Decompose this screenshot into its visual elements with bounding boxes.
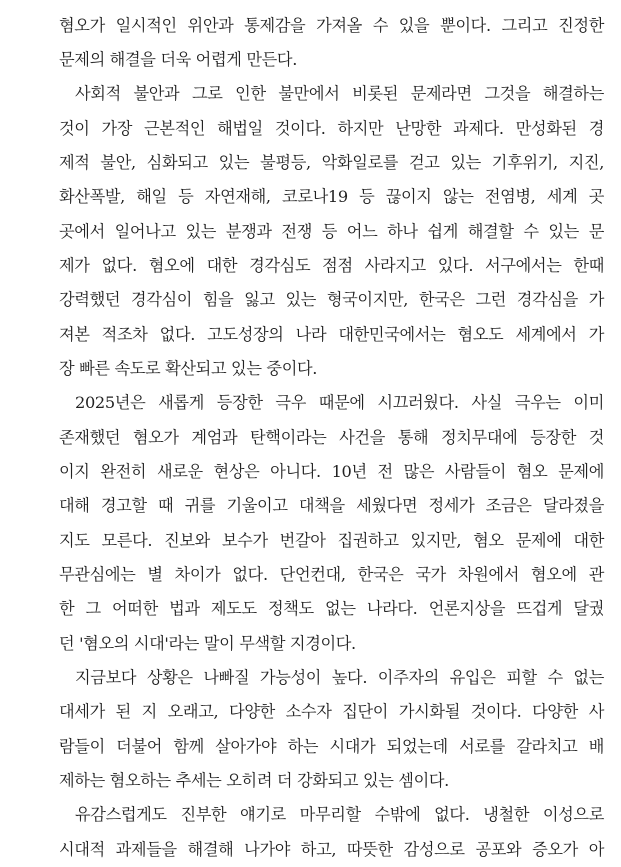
text-line: 사회적 불안과 그로 인한 불만에서 비롯된 문제라면 그것을 해결하는 [75, 84, 604, 103]
text-line: 유감스럽게도 진부한 얘기로 마무리할 수밖에 없다. 냉철한 이성으로 [75, 805, 604, 824]
text-line: 제가 없다. 혐오에 대한 경각심도 점점 사라지고 있다. 서구에서는 한때 [59, 256, 604, 275]
text-line: 화산폭발, 해일 등 자연재해, 코로나19 등 끊이지 않는 전염병, 세계 곳 [59, 187, 604, 206]
text-line: 장 빠른 속도로 확산되고 있는 중이다. [59, 359, 318, 378]
text-line: 지금보다 상황은 나빠질 가능성이 높다. 이주자의 유입은 피할 수 없는 [75, 668, 604, 687]
text-line: 지도 모른다. 진보와 보수가 번갈아 집권하고 있지만, 혐오 문제에 대한 [59, 531, 604, 550]
text-line: 제적 불안, 심화되고 있는 불평등, 악화일로를 걷고 있는 기후위기, 지진, [59, 153, 604, 172]
text-line: 곳에서 일어나고 있는 분쟁과 전쟁 등 어느 하나 쉽게 해결할 수 있는 문 [59, 222, 604, 241]
text-line: 던 '혐오의 시대'라는 말이 무색할 지경이다. [59, 634, 356, 653]
text-line: 대해 경고할 때 귀를 기울이고 대책을 세웠다면 정세가 조금은 달라졌을 [59, 496, 604, 515]
text-line: 대세가 된 지 오래고, 다양한 소수자 집단이 가시화될 것이다. 다양한 사 [59, 702, 604, 721]
text-line: 이지 완전히 새로운 현상은 아니다. 10년 전 많은 사람들이 혐오 문제에 [59, 462, 604, 481]
text-line: 져본 적조차 없다. 고도성장의 나라 대한민국에서는 혐오도 세계에서 가 [59, 325, 604, 344]
text-line: 강력했던 경각심이 힘을 잃고 있는 형국이지만, 한국은 그런 경각심을 가 [59, 290, 604, 309]
text-line: 2025년은 새롭게 등장한 극우 때문에 시끄러웠다. 사실 극우는 이미 [75, 393, 604, 412]
text-line: 람들이 더불어 함께 살아가야 하는 시대가 되었는데 서로를 갈라치고 배 [59, 737, 604, 756]
text-line: 것이 가장 근본적인 해법일 것이다. 하지만 난망한 과제다. 만성화된 경 [59, 119, 604, 138]
text-line: 한 그 어떠한 법과 제도도 정책도 없는 나라다. 언론지상을 뜨겁게 달궜 [59, 599, 604, 618]
text-line: 무관심에는 별 차이가 없다. 단언컨대, 한국은 국가 차원에서 혐오에 관 [59, 565, 604, 584]
text-line: 존재했던 혐오가 계엄과 탄핵이라는 사건을 통해 정치무대에 등장한 것 [59, 428, 604, 447]
text-line: 문제의 해결을 더욱 어렵게 만든다. [59, 50, 297, 69]
text-line: 제하는 혐오하는 추세는 오히려 더 강화되고 있는 셈이다. [59, 771, 449, 790]
text-line: 시대적 과제들을 해결해 나가야 하고, 따뜻한 감성으로 공포와 증오가 아 [59, 840, 604, 859]
text-line: 혐오가 일시적인 위안과 통제감을 가져올 수 있을 뿐이다. 그리고 진정한 [59, 16, 604, 35]
